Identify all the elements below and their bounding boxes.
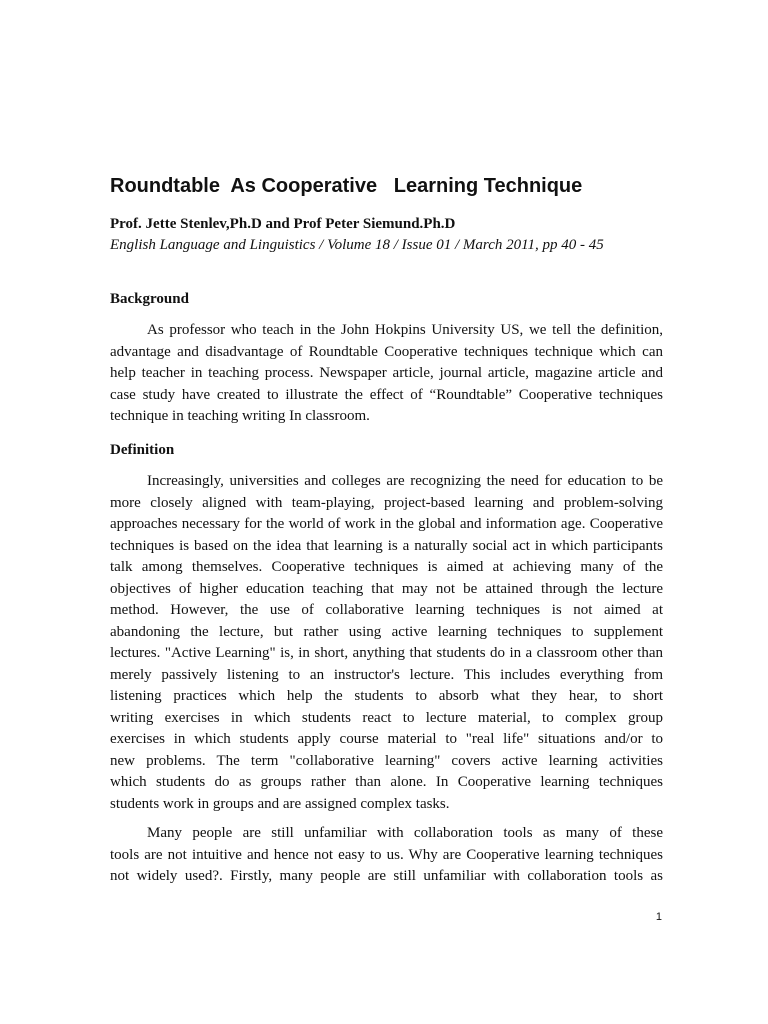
text-line: exercises in which students apply course material to "real life" situations and/or to — [110, 731, 663, 747]
text-line: abandoning the lecture, but rather using active learning techniques to supplement — [110, 623, 663, 640]
text-line: lectures. "Active Learning" is, in short, anything that students do in a classroom other than — [110, 645, 663, 661]
page-number: 1 — [655, 911, 662, 923]
citation-line: English Language and Linguistics / Volume 18 / Issue 01 / March 2011, pp 40 - 45 — [110, 237, 604, 253]
section-heading-definition: Definition — [110, 442, 175, 458]
text-line: new problems. The term "collaborative learning" covers active learning activities — [110, 752, 663, 769]
text-line: approaches necessary for the world of work in the global and information age. Cooperative — [110, 516, 663, 532]
paragraph-background-1 — [110, 320, 663, 428]
text-line: help teacher in teaching process. Newspaper article, journal article, magazine article and — [110, 365, 663, 381]
text-line: Increasingly, universities and colleges are recognizing the need for education to be — [147, 473, 663, 489]
text-line: students work in groups and are assigned complex tasks. — [110, 795, 450, 812]
text-line: merely passively listening to an instructor's lecture. This includes everything from — [110, 666, 663, 683]
text-line: which students do as groups rather than alone. In Cooperative learning techniques — [110, 774, 663, 790]
text-line: techniques is based on the idea that learning is a naturally social act in which participants — [110, 537, 663, 554]
paragraph-definition-2 — [110, 823, 663, 888]
text-line: case study have created to illustrate the effect of “Roundtable” Cooperative techniques — [110, 386, 663, 403]
section-heading-background: Background — [110, 291, 189, 307]
text-line: technique in teaching writing In classroom. — [110, 408, 370, 424]
paragraph-definition-1 — [110, 471, 663, 815]
document-title: Roundtable As Cooperative Learning Technique — [110, 175, 583, 197]
text-line: advantage and disadvantage of Roundtable Cooperative techniques technique which can — [110, 343, 663, 360]
text-line: As professor who teach in the John Hokpins University US, we tell the definition, — [147, 322, 663, 338]
text-line: writing exercises in which students react to lecture material, to complex group — [110, 709, 663, 726]
text-line: method. However, the use of collaborative learning techniques is not aimed at — [110, 602, 663, 618]
byline — [110, 214, 670, 256]
text-line: tools are not intuitive and hence not easy to us. Why are Cooperative learning techniques — [110, 846, 663, 863]
text-line: Many people are still unfamiliar with collaboration tools as many of these — [147, 825, 663, 841]
text-line: more closely aligned with team-playing, project-based learning and problem-solving — [110, 494, 663, 511]
text-line: not widely used?. Firstly, many people are still unfamiliar with collaboration tools as — [110, 868, 663, 884]
text-line: listening practices which help the students to absorb what they hear, to short — [110, 688, 663, 704]
text-line: talk among themselves. Cooperative techniques is aimed at achieving many of the — [110, 559, 663, 575]
text-line: objectives of higher education teaching that may not be attained through the lecture — [110, 580, 663, 597]
author-line: Prof. Jette Stenlev,Ph.D and Prof Peter Siemund.Ph.D — [110, 216, 456, 232]
